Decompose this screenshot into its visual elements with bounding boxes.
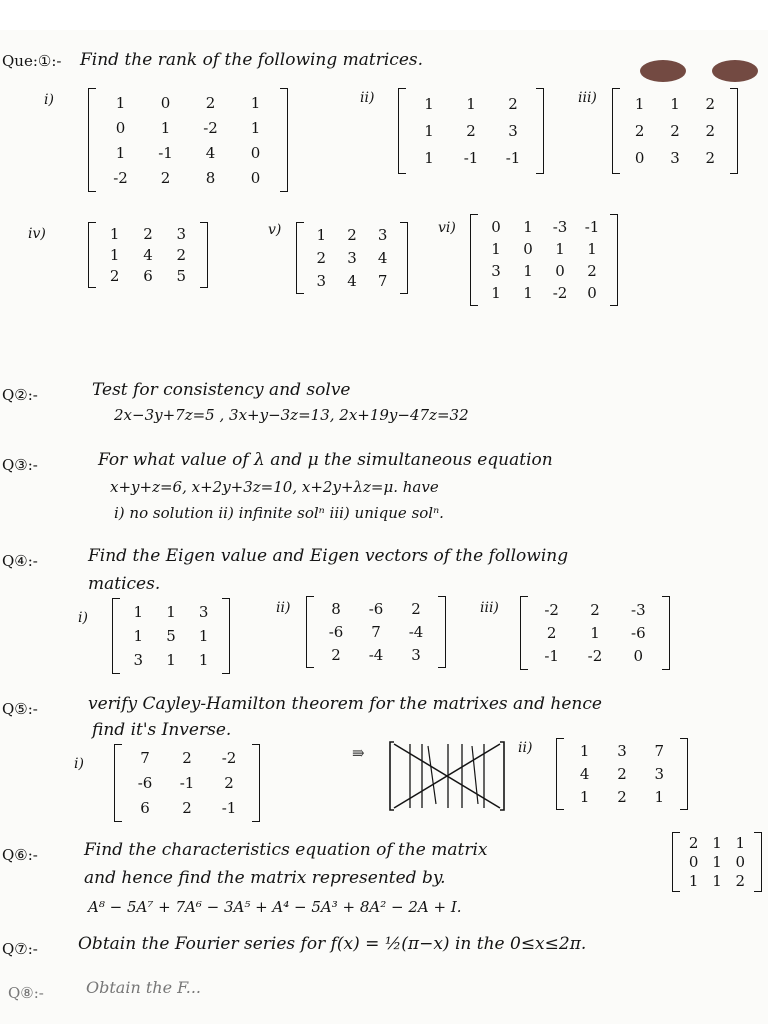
matrix-cell: 2	[316, 248, 327, 267]
right-bracket	[610, 214, 618, 306]
matrix-cell: 2	[546, 623, 557, 642]
matrix-cell: 1	[670, 94, 680, 113]
finger-shadow	[640, 60, 686, 82]
matrix-cell: 1	[579, 787, 590, 806]
cayley-matrix-i	[114, 744, 260, 822]
matrix-cell: 1	[712, 834, 722, 853]
rank-matrix-iii	[612, 88, 738, 174]
matrix-cell: 1	[316, 226, 327, 245]
matrix-cell: 1	[166, 651, 176, 669]
question-6-text: Find the characteristics equation of the matrix	[84, 840, 488, 860]
matrix-cell: 0	[633, 647, 644, 666]
question-5-text: verify Cayley-Hamilton theorem for the matrixes and hence	[88, 694, 602, 714]
matrix-cell: 3	[654, 764, 665, 783]
question-8-text: Obtain the F...	[86, 978, 201, 997]
question-6-text-cont: and hence find the matrix represented by.	[84, 868, 446, 888]
left-bracket	[114, 744, 122, 822]
left-bracket	[88, 222, 96, 288]
matrix-cell: 0	[523, 240, 533, 258]
arrow-mark-icon: ⇛	[352, 744, 365, 762]
matrix-cell: 1	[523, 218, 533, 236]
eigen-matrix-iii	[520, 596, 670, 670]
matrix-roman-label: iii)	[480, 600, 499, 616]
matrix-cell: 2	[143, 225, 153, 244]
matrix-cell: -2	[113, 168, 128, 187]
matrix-cell: 2	[182, 798, 192, 817]
matrix-cell: 3	[316, 271, 327, 290]
matrix-cell: -3	[552, 218, 568, 236]
matrix-cell: 2	[634, 121, 645, 140]
matrix-cell: 1	[491, 284, 501, 302]
question-1-label: Que:①:-	[2, 52, 62, 70]
matrix-cell: 2	[705, 121, 716, 140]
matrix-cell: -3	[631, 600, 646, 619]
question-6-polynomial: A⁸ − 5A⁷ + 7A⁶ − 3A⁵ + A⁴ − 5A³ + 8A² − 2A + I.	[88, 898, 462, 916]
matrix-cell: -1	[505, 149, 521, 168]
rank-matrix-vi	[470, 214, 618, 306]
matrix-cell: 2	[587, 262, 597, 280]
matrix-cell: 2	[109, 266, 120, 285]
matrix-cell: 1	[587, 240, 597, 258]
right-bracket	[438, 596, 446, 668]
matrix-cell: -2	[544, 600, 559, 619]
matrix-cell: -6	[631, 623, 646, 642]
matrix-cell: -1	[179, 773, 195, 792]
matrix-cell: -4	[368, 645, 384, 664]
matrix-cell: 6	[140, 798, 150, 817]
matrix-cell: 1	[590, 623, 600, 642]
matrix-roman-label: v)	[268, 222, 282, 238]
eigen-matrix-i	[112, 598, 230, 674]
matrix-cell: 1	[109, 225, 120, 244]
question-3-text: For what value of λ and μ the simultaneous equation	[98, 450, 553, 470]
matrix-cell: 2	[347, 226, 357, 245]
question-4-label: Q④:-	[2, 552, 38, 570]
matrix-cell: 0	[250, 168, 261, 187]
matrix-cell: -6	[137, 773, 153, 792]
matrix-cell: 2	[508, 94, 518, 113]
matrix-cell: -1	[158, 143, 173, 162]
matrix-cell: 2	[466, 121, 476, 140]
matrix-cell: -1	[544, 647, 559, 666]
question-5-label: Q⑤:-	[2, 700, 38, 718]
matrix-roman-label: ii)	[518, 740, 533, 756]
left-bracket	[296, 222, 304, 294]
matrix-cell: 0	[555, 262, 565, 280]
matrix-cell: 1	[109, 245, 120, 264]
rank-matrix-ii	[398, 88, 544, 174]
matrix-cell: 1	[250, 118, 261, 137]
characteristic-matrix	[672, 832, 762, 892]
rank-matrix-i	[88, 88, 288, 192]
matrix-cell: -2	[221, 749, 237, 768]
left-bracket	[398, 88, 406, 174]
left-bracket	[306, 596, 314, 668]
matrix-cell: 4	[205, 143, 216, 162]
matrix-cell: 3	[491, 262, 501, 280]
matrix-cell: -1	[463, 149, 479, 168]
matrix-cell: 1	[579, 742, 590, 761]
matrix-cell: 2	[590, 600, 600, 619]
matrix-cell: 4	[143, 245, 153, 264]
matrix-cell: 4	[579, 764, 590, 783]
matrix-cell: 1	[160, 118, 171, 137]
matrix-cell: 3	[198, 603, 209, 621]
matrix-cell: 2	[205, 93, 216, 112]
question-3-parts: i) no solution ii) infinite solⁿ iii) unique solⁿ.	[114, 504, 444, 522]
left-bracket	[556, 738, 564, 810]
matrix-cell: 1	[115, 143, 126, 162]
question-8-label: Q⑧:-	[8, 984, 44, 1002]
question-2-label: Q②:-	[2, 386, 38, 404]
matrix-cell: 1	[133, 603, 144, 621]
matrix-cell: 8	[331, 600, 341, 619]
question-3-equations: x+y+z=6, x+2y+3z=10, x+2y+λz=μ. have	[110, 478, 439, 496]
matrix-cell: 0	[735, 852, 746, 871]
eigen-matrix-ii	[306, 596, 446, 668]
matrix-cell: -1	[221, 798, 237, 817]
matrix-cell: 2	[182, 749, 192, 768]
rank-matrix-v	[296, 222, 408, 294]
matrix-cell: 7	[654, 742, 665, 761]
question-2-text: Test for consistency and solve	[92, 380, 351, 400]
matrix-cell: 1	[466, 94, 476, 113]
right-bracket	[280, 88, 288, 192]
matrix-cell: 0	[587, 284, 597, 302]
matrix-cell: 3	[347, 248, 357, 267]
right-bracket	[662, 596, 670, 670]
matrix-cell: 0	[634, 149, 645, 168]
matrix-cell: 1	[250, 93, 261, 112]
matrix-cell: 5	[176, 266, 187, 285]
matrix-roman-label: ii)	[360, 90, 375, 106]
matrix-roman-label: i)	[78, 610, 88, 626]
question-7-text: Obtain the Fourier series for f(x) = ½(π−x) in the 0≤x≤2π.	[78, 934, 587, 954]
matrix-roman-label: iii)	[578, 90, 597, 106]
matrix-cell: 2	[160, 168, 171, 187]
matrix-cell: 1	[424, 94, 434, 113]
left-bracket	[112, 598, 120, 674]
right-bracket	[200, 222, 208, 288]
matrix-cell: 3	[508, 121, 518, 140]
matrix-cell: -2	[203, 118, 218, 137]
matrix-roman-label: ii)	[276, 600, 291, 616]
right-bracket	[680, 738, 688, 810]
matrix-roman-label: iv)	[28, 226, 46, 242]
left-bracket	[520, 596, 528, 670]
matrix-cell: 1	[523, 262, 533, 280]
matrix-roman-label: vi)	[438, 220, 456, 236]
matrix-cell: -2	[587, 647, 603, 666]
right-bracket	[754, 832, 762, 892]
matrix-cell: 1	[198, 627, 209, 645]
question-3-label: Q③:-	[2, 456, 38, 474]
matrix-roman-label: i)	[44, 92, 54, 108]
matrix-cell: 2	[670, 121, 680, 140]
matrix-cell: 3	[670, 149, 680, 168]
cayley-matrix-ii	[556, 738, 688, 810]
matrix-cell: 1	[424, 149, 434, 168]
matrix-cell: 2	[705, 94, 716, 113]
right-bracket	[730, 88, 738, 174]
right-bracket	[536, 88, 544, 174]
matrix-cell: 1	[712, 871, 722, 890]
crossed-out-matrix	[388, 740, 506, 812]
matrix-cell: 1	[491, 240, 501, 258]
question-7-label: Q⑦:-	[2, 940, 38, 958]
question-1-text: Find the rank of the following matrices.	[80, 50, 424, 70]
matrix-cell: 0	[491, 218, 501, 236]
finger-shadow	[712, 60, 758, 82]
matrix-cell: 3	[133, 651, 144, 669]
matrix-cell: 5	[166, 627, 176, 645]
matrix-cell: 1	[198, 651, 209, 669]
matrix-cell: 2	[331, 645, 341, 664]
matrix-cell: 2	[705, 149, 716, 168]
matrix-cell: 3	[176, 225, 187, 244]
matrix-cell: 1	[688, 871, 699, 890]
matrix-cell: 2	[411, 600, 421, 619]
matrix-cell: 7	[140, 749, 150, 768]
left-bracket	[672, 832, 680, 892]
left-bracket	[612, 88, 620, 174]
matrix-cell: 2	[735, 871, 746, 890]
matrix-cell: 1	[523, 284, 533, 302]
matrix-cell: 1	[555, 240, 565, 258]
matrix-cell: 4	[347, 271, 357, 290]
matrix-roman-label: i)	[74, 756, 84, 772]
question-5-text-cont: find it's Inverse.	[92, 720, 232, 740]
matrix-cell: 1	[424, 121, 434, 140]
matrix-cell: 6	[143, 266, 153, 285]
matrix-cell: -6	[328, 622, 344, 641]
matrix-cell: 4	[377, 248, 388, 267]
left-bracket	[88, 88, 96, 192]
matrix-cell: 1	[712, 852, 722, 871]
matrix-cell: 8	[205, 168, 216, 187]
matrix-cell: 3	[411, 645, 421, 664]
question-2-equations: 2x−3y+7z=5 , 3x+y−3z=13, 2x+19y−47z=32	[114, 406, 469, 424]
matrix-cell: 0	[160, 93, 171, 112]
matrix-cell: -2	[552, 284, 568, 302]
matrix-cell: 1	[735, 834, 746, 853]
matrix-cell: 3	[377, 226, 388, 245]
matrix-cell: 1	[115, 93, 126, 112]
matrix-cell: 2	[617, 787, 627, 806]
matrix-cell: 2	[617, 764, 627, 783]
right-bracket	[252, 744, 260, 822]
matrix-cell: 2	[224, 773, 234, 792]
matrix-cell: 1	[133, 627, 144, 645]
matrix-cell: 0	[688, 852, 699, 871]
matrix-cell: 1	[166, 603, 176, 621]
matrix-cell: 2	[688, 834, 699, 853]
matrix-cell: 7	[377, 271, 388, 290]
question-4-text-cont: matices.	[88, 574, 161, 594]
matrix-cell: -4	[408, 622, 424, 641]
matrix-cell: 7	[371, 622, 381, 641]
matrix-cell: 0	[250, 143, 261, 162]
matrix-cell: 0	[115, 118, 126, 137]
matrix-cell: -6	[368, 600, 384, 619]
question-6-label: Q⑥:-	[2, 846, 38, 864]
right-bracket	[222, 598, 230, 674]
matrix-cell: 1	[654, 787, 665, 806]
right-bracket	[400, 222, 408, 294]
left-bracket	[470, 214, 478, 306]
matrix-cell: 2	[176, 245, 187, 264]
rank-matrix-iv	[88, 222, 208, 288]
matrix-cell: 3	[617, 742, 627, 761]
question-4-text: Find the Eigen value and Eigen vectors of the following	[88, 546, 569, 566]
matrix-cell: 1	[634, 94, 645, 113]
matrix-cell: -1	[584, 218, 600, 236]
